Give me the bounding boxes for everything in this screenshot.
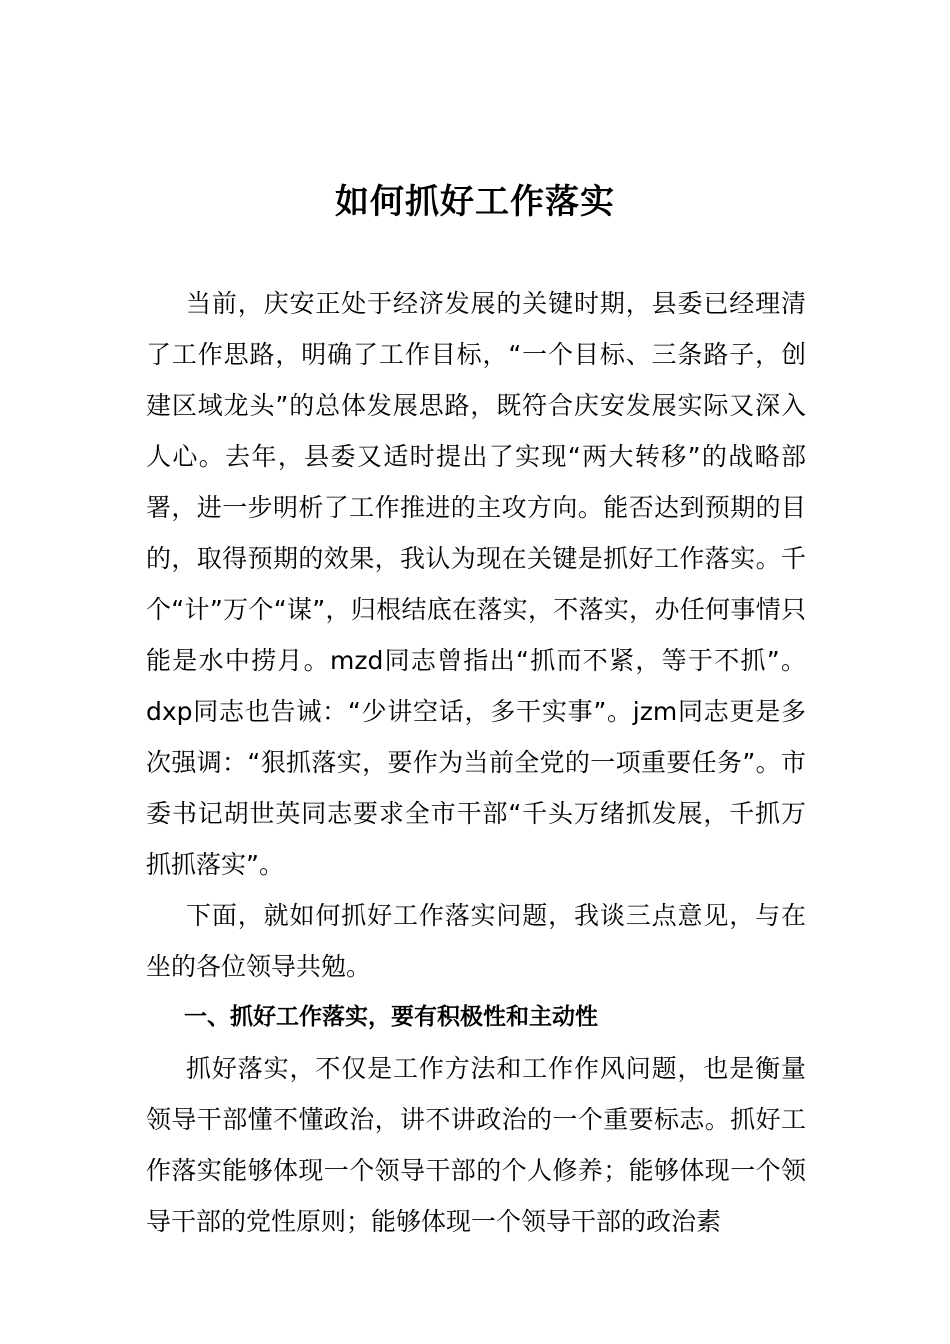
section-1-paragraph: 抓好落实，不仅是工作方法和工作作风问题，也是衡量领导干部懂不懂政治，讲不讲政治的一个重要标志。抓好工作落实能够体现一个领导干部的个人修养；能够体现一个领导干部的党性原则；能够体现一个领导干部的政治素: [146, 1054, 806, 1236]
paragraph-outline: 下面，就如何抓好工作落实问题，我谈三点意见，与在坐的各位领导共勉。: [146, 901, 806, 981]
document-title: 如何抓好工作落实: [335, 182, 615, 222]
paragraph-intro: 当前，庆安正处于经济发展的关键时期，县委已经理清了工作思路，明确了工作目标，“一个目标、三条路子，创建区域龙头”的总体发展思路，既符合庆安发展实际又深入人心。去年，县委又适时提出了实现“两大转移”的战略部署，进一步明析了工作推进的主攻方向。能否达到预期的目的，取得预期的效果，我认为现在关键是抓好工作落实。千个“计”万个“谋”，归根结底在落实，不落实，办任何事情只能是水中捞月。mzd同志曾指出“抓而不紧，等于不抓”。dxp同志也告诫：“少讲空话，多干实事”。jzm同志更是多次强调：“狠抓落实，要作为当前全党的一项重要任务”。市委书记胡世英同志要求全市干部“千头万绪抓发展，千抓万抓抓落实”。: [146, 289, 806, 879]
document-body: [146, 278, 806, 1247]
section-heading-1: 一、抓好工作落实，要有积极性和主动性: [184, 1004, 598, 1030]
